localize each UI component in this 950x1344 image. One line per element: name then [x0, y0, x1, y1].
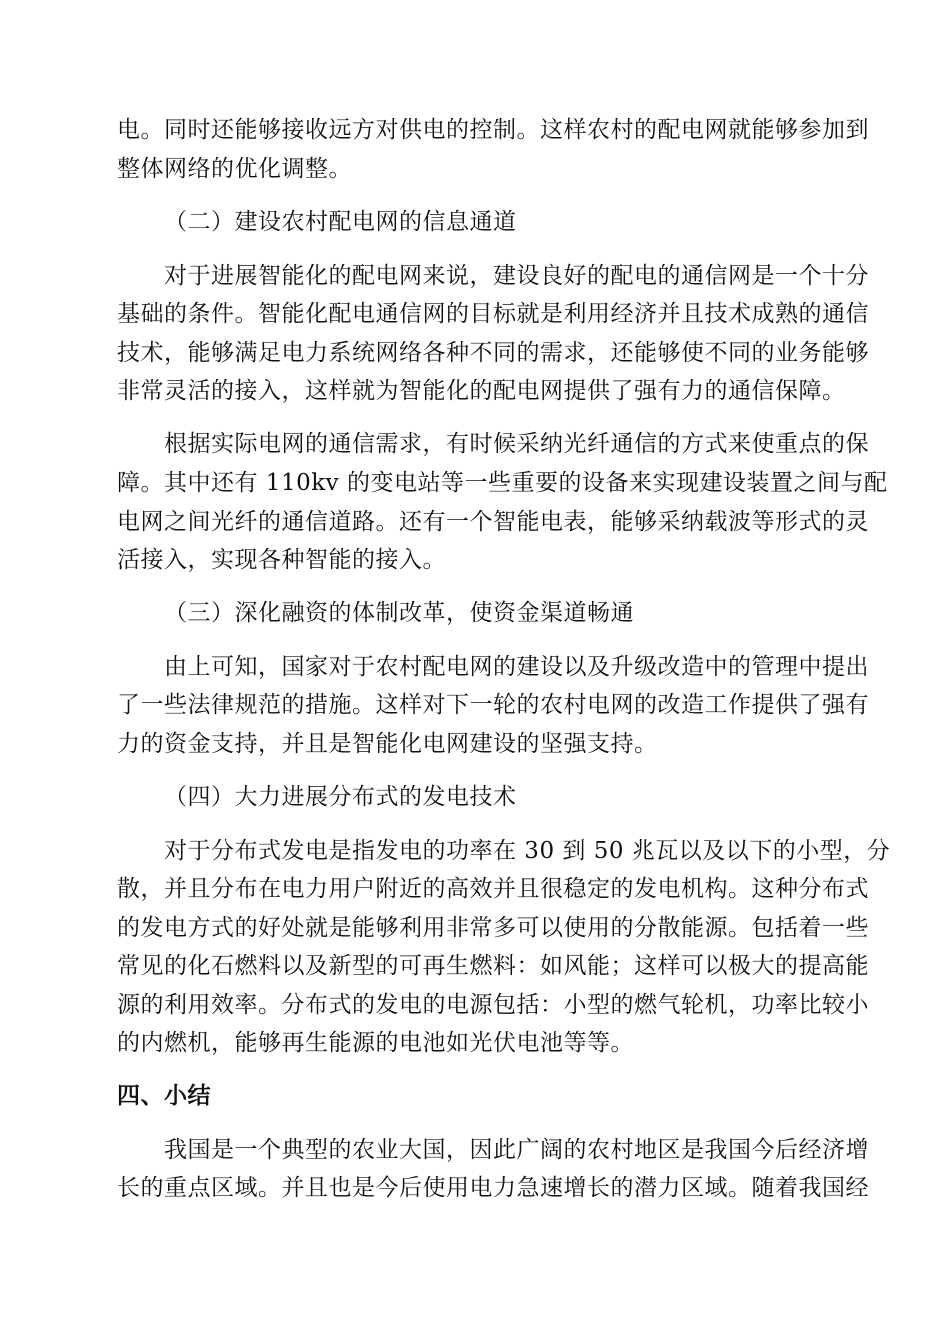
- subsection-heading: （三）深化融资的体制改革，使资金渠道畅通: [164, 600, 634, 626]
- subsection-heading: （二）建设农村配电网的信息通道: [164, 209, 517, 235]
- section-heading: 四、小结: [117, 1083, 211, 1109]
- subsection-heading: （四）大力进展分布式的发电技术: [164, 784, 517, 810]
- paragraph-line: 障。其中还有 110kv 的变电站等一些重要的设备来实现建设装置之间与配: [117, 470, 888, 496]
- paragraph-line: 根据实际电网的通信需求，有时候采纳光纤通信的方式来使重点的保: [164, 431, 869, 457]
- paragraph-line: 源的利用效率。分布式的发电的电源包括：小型的燃气轮机，功率比较小: [117, 992, 869, 1018]
- paragraph-line: 长的重点区域。并且也是今后使用电力急速增长的潜力区域。随着我国经: [117, 1175, 869, 1201]
- paragraph-line: 的内燃机，能够再生能源的电池如光伏电池等等。: [117, 1030, 634, 1056]
- paragraph-line: 的发电方式的好处就是能够利用非常多可以使用的分散能源。包括着一些: [117, 915, 869, 941]
- paragraph-line: 电。同时还能够接收远方对供电的控制。这样农村的配电网就能够参加到: [117, 117, 869, 143]
- paragraph-line: 活接入，实现各种智能的接入。: [117, 547, 446, 573]
- paragraph-line: 整体网络的优化调整。: [117, 156, 352, 182]
- paragraph-line: 由上可知，国家对于农村配电网的建设以及升级改造中的管理中提出: [164, 654, 869, 680]
- paragraph-line: 对于分布式发电是指发电的功率在 30 到 50 兆瓦以及以下的小型，分: [164, 838, 891, 864]
- paragraph-line: 常见的化石燃料以及新型的可再生燃料：如风能；这样可以极大的提高能: [117, 953, 869, 979]
- paragraph-line: 电网之间光纤的通信道路。还有一个智能电表，能够采纳载波等形式的灵: [117, 509, 869, 535]
- paragraph-line: 我国是一个典型的农业大国，因此广阔的农村地区是我国今后经济增: [164, 1137, 869, 1163]
- paragraph-line: 了一些法律规范的措施。这样对下一轮的农村电网的改造工作提供了强有: [117, 692, 869, 718]
- paragraph-line: 对于进展智能化的配电网来说，建设良好的配电的通信网是一个十分: [164, 263, 869, 289]
- paragraph-line: 技术，能够满足电力系统网络各种不同的需求，还能够使不同的业务能够: [117, 340, 869, 366]
- paragraph-line: 基础的条件。智能化配电通信网的目标就是利用经济并且技术成熟的通信: [117, 301, 869, 327]
- paragraph-line: 散，并且分布在电力用户附近的高效并且很稳定的发电机构。这种分布式: [117, 876, 869, 902]
- paragraph-line: 力的资金支持，并且是智能化电网建设的坚强支持。: [117, 731, 658, 757]
- paragraph-line: 非常灵活的接入，这样就为智能化的配电网提供了强有力的通信保障。: [117, 378, 846, 404]
